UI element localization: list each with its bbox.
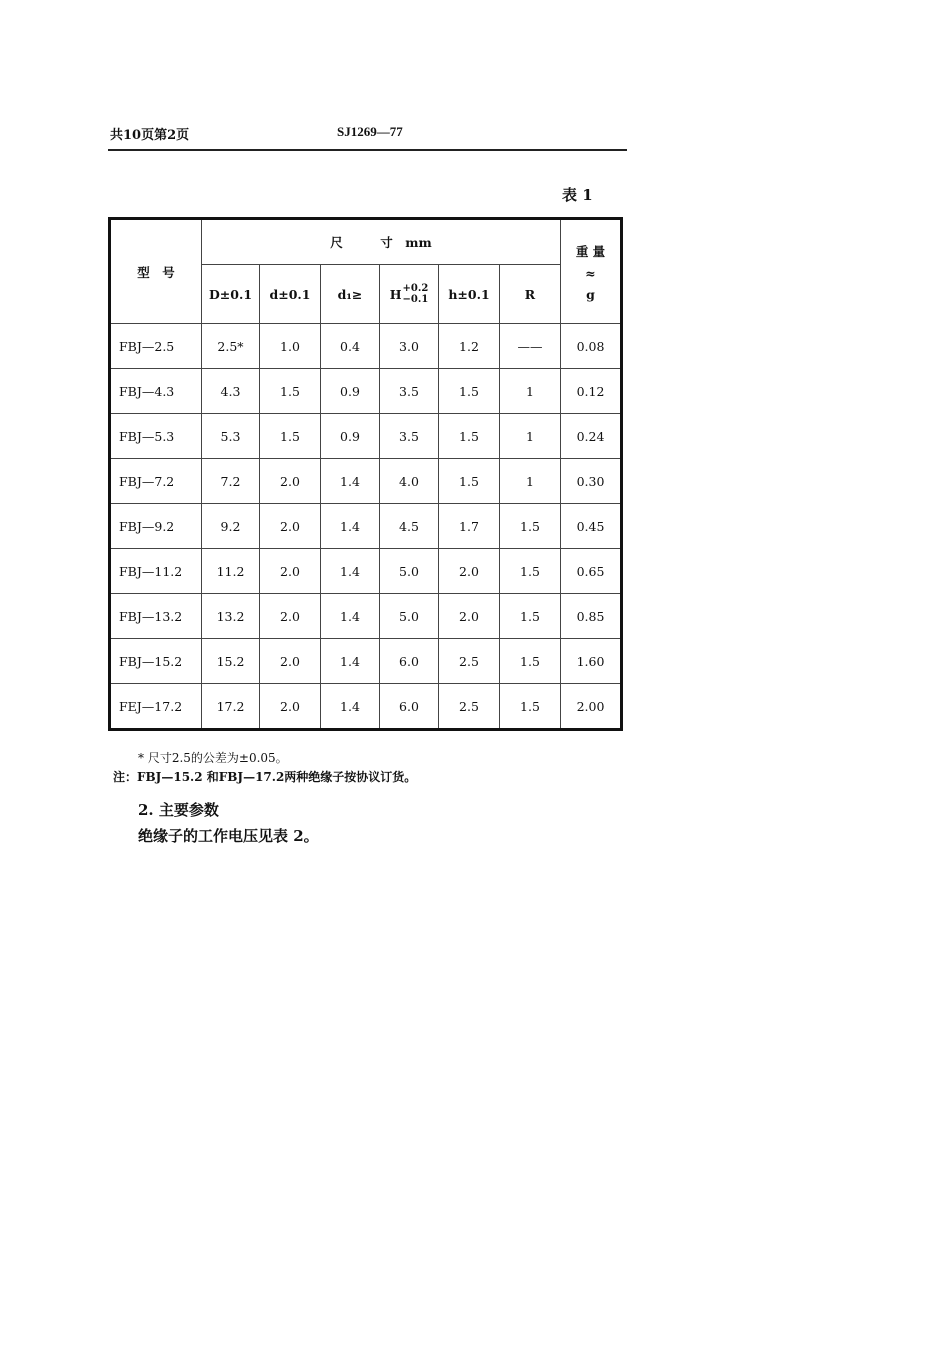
cell-h: 1.2 [439, 324, 500, 369]
table-row [110, 369, 622, 414]
cell-model: FBJ—5.3 [110, 414, 202, 459]
cell-model: FBJ—4.3 [110, 369, 202, 414]
cell-d: 1.5 [260, 414, 321, 459]
table-note: 注：FBJ—15.2 和FBJ—17.2两种绝缘子按协议订货。 [113, 770, 417, 784]
col-header-d: d±0.1 [260, 265, 321, 324]
cell-d: 2.0 [260, 594, 321, 639]
H-lower-tol: −0.1 [402, 294, 429, 305]
cell-r: 1.5 [500, 684, 561, 730]
table-row [110, 504, 622, 549]
cell-d: 13.2 [202, 594, 260, 639]
cell-w: 0.65 [561, 549, 622, 594]
cell-d: 4.3 [202, 369, 260, 414]
cell-model: FBJ—2.5 [110, 324, 202, 369]
cell-w: 1.60 [561, 639, 622, 684]
spec-table [108, 217, 623, 731]
col-group-dimensions: 尺 寸 mm [202, 219, 561, 265]
cell-w: 0.45 [561, 504, 622, 549]
cell-h: 3.5 [380, 414, 439, 459]
cell-d: 11.2 [202, 549, 260, 594]
table-row [110, 684, 622, 730]
cell-h: 1.5 [439, 459, 500, 504]
cell-w: 0.85 [561, 594, 622, 639]
cell-h: 3.0 [380, 324, 439, 369]
cell-d: 17.2 [202, 684, 260, 730]
weight-unit: g [586, 286, 595, 302]
cell-model: FBJ—15.2 [110, 639, 202, 684]
cell-d: 1.5 [260, 369, 321, 414]
cell-h: 5.0 [380, 549, 439, 594]
cell-d: 2.0 [260, 639, 321, 684]
H-base: H [389, 286, 402, 302]
cell-model: FEJ—17.2 [110, 684, 202, 730]
col-header-model: 型 号 [110, 219, 202, 324]
cell-r: 1.5 [500, 549, 561, 594]
cell-h: 2.0 [439, 549, 500, 594]
col-header-R: R [500, 265, 561, 324]
col-header-H [380, 265, 439, 324]
cell-model: FBJ—9.2 [110, 504, 202, 549]
cell-d1: 0.9 [321, 369, 380, 414]
cell-h: 2.5 [439, 639, 500, 684]
section-body: 绝缘子的工作电压见表 2。 [138, 827, 319, 845]
cell-d: 2.0 [260, 459, 321, 504]
col-header-h: h±0.1 [439, 265, 500, 324]
cell-d1: 0.4 [321, 324, 380, 369]
table-row [110, 594, 622, 639]
cell-h: 1.5 [439, 369, 500, 414]
section-title: 2. 主要参数 [138, 801, 219, 819]
cell-w: 0.12 [561, 369, 622, 414]
cell-h: 1.7 [439, 504, 500, 549]
cell-w: 0.24 [561, 414, 622, 459]
cell-h: 4.5 [380, 504, 439, 549]
cell-r: 1.5 [500, 504, 561, 549]
cell-d: 15.2 [202, 639, 260, 684]
cell-h: 3.5 [380, 369, 439, 414]
cell-d1: 1.4 [321, 594, 380, 639]
cell-r: —— [500, 324, 561, 369]
cell-d1: 1.4 [321, 459, 380, 504]
cell-d: 9.2 [202, 504, 260, 549]
cell-d1: 0.9 [321, 414, 380, 459]
cell-h: 6.0 [380, 639, 439, 684]
col-header-weight [561, 219, 622, 324]
cell-d1: 1.4 [321, 504, 380, 549]
H-upper-tol: +0.2 [402, 283, 429, 294]
cell-d1: 1.4 [321, 639, 380, 684]
cell-w: 2.00 [561, 684, 622, 730]
cell-h: 2.0 [439, 594, 500, 639]
cell-h: 5.0 [380, 594, 439, 639]
cell-h: 4.0 [380, 459, 439, 504]
table-row [110, 549, 622, 594]
cell-r: 1.5 [500, 594, 561, 639]
cell-w: 0.08 [561, 324, 622, 369]
table-row [110, 324, 622, 369]
page-info: 共10页第2页 [110, 128, 190, 143]
cell-r: 1 [500, 414, 561, 459]
table-row [110, 414, 622, 459]
cell-w: 0.30 [561, 459, 622, 504]
footnote: * 尺寸2.5的公差为±0.05。 [138, 751, 288, 765]
cell-d: 7.2 [202, 459, 260, 504]
table-row [110, 459, 622, 504]
cell-model: FBJ—11.2 [110, 549, 202, 594]
cell-r: 1 [500, 369, 561, 414]
cell-r: 1.5 [500, 639, 561, 684]
weight-label: 重 量 [575, 243, 606, 259]
table-caption: 表 1 [562, 186, 593, 204]
cell-d: 1.0 [260, 324, 321, 369]
cell-d: 2.0 [260, 549, 321, 594]
col-header-d1: d₁≥ [321, 265, 380, 324]
cell-d: 5.3 [202, 414, 260, 459]
cell-d1: 1.4 [321, 684, 380, 730]
weight-approx: ≈ [585, 265, 596, 281]
table-row [110, 639, 622, 684]
cell-h: 2.5 [439, 684, 500, 730]
cell-h: 6.0 [380, 684, 439, 730]
cell-model: FBJ—7.2 [110, 459, 202, 504]
cell-d: 2.0 [260, 684, 321, 730]
cell-d: 2.0 [260, 504, 321, 549]
cell-h: 1.5 [439, 414, 500, 459]
standard-code: SJ1269—77 [337, 124, 403, 139]
header-rule [108, 149, 627, 151]
cell-d1: 1.4 [321, 549, 380, 594]
cell-d: 2.5* [202, 324, 260, 369]
cell-r: 1 [500, 459, 561, 504]
cell-model: FBJ—13.2 [110, 594, 202, 639]
col-header-D: D±0.1 [202, 265, 260, 324]
